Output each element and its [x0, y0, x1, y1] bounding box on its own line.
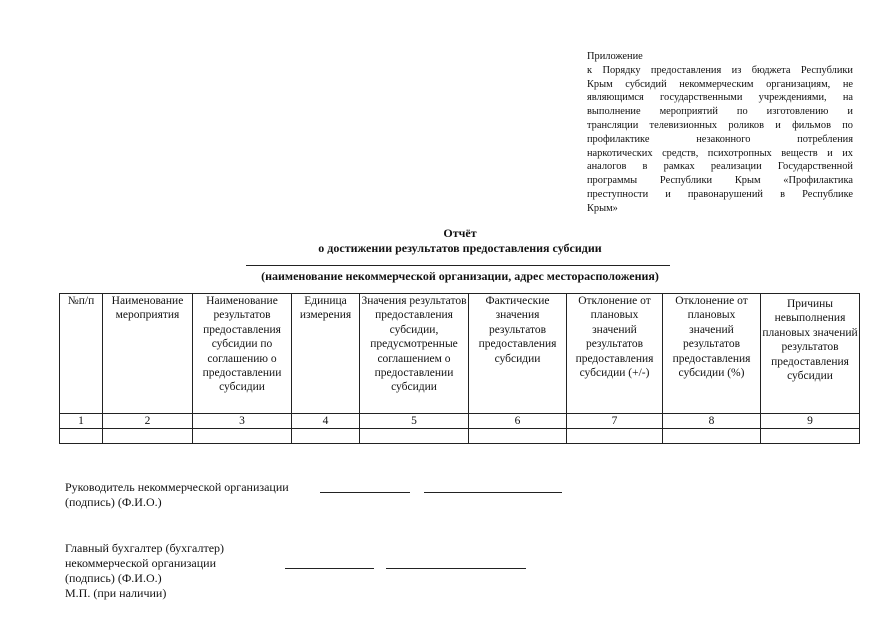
organization-fill-line	[246, 265, 670, 266]
appendix-line: аналогов в рамках реализации Государственной	[587, 161, 853, 173]
header-cell-unit: Единица измерения	[292, 294, 360, 414]
report-title: Отчёт	[443, 226, 477, 240]
table-cell-empty	[761, 429, 860, 444]
head-signature-title: Руководитель некоммерческой организации	[65, 480, 289, 494]
table-cell-empty	[103, 429, 193, 444]
appendix-line: являющимся государственными учреждениями, на	[587, 92, 853, 104]
accountant-signature-line	[285, 568, 374, 569]
appendix-line: Крым субсидий некоммерческим организациям, не	[587, 78, 853, 90]
table-row-empty	[60, 429, 860, 444]
head-signature-line	[320, 492, 410, 493]
table-cell-empty	[360, 429, 469, 444]
accountant-signature-title: Главный бухгалтер (бухгалтер)	[65, 541, 225, 555]
accountant-signature-block	[65, 541, 224, 601]
table-cell-empty	[469, 429, 567, 444]
header-cell-result-name: Наименование результатов предоставления субсидии по соглашению о предоставлении субсидии	[193, 294, 292, 414]
column-number-cell: 8	[663, 414, 761, 429]
header-cell-reasons: Причины невыполнения плановых значений результатов предоставления субсидии	[761, 294, 860, 414]
appendix-line: выполнение мероприятий по изготовлению и	[587, 106, 853, 118]
table-cell-empty	[193, 429, 292, 444]
accountant-signature-caption: (подпись) (Ф.И.О.)	[65, 571, 162, 585]
table-header-row	[60, 294, 860, 414]
column-number-cell: 3	[193, 414, 292, 429]
appendix-block	[587, 50, 853, 216]
appendix-line: профилактике незаконного потребления	[587, 133, 853, 145]
table-row-column-numbers	[60, 414, 860, 429]
table-cell-empty	[663, 429, 761, 444]
accountant-signature-title-2: некоммерческой организации	[65, 556, 217, 570]
head-name-line	[424, 492, 562, 493]
table-cell-empty	[567, 429, 663, 444]
appendix-line: Крым»	[587, 202, 618, 214]
appendix-line: преступности и правонарушений в Республике	[587, 188, 853, 200]
header-cell-deviation-pct: Отклонение от плановых значений результатов предоставления субсидии (%)	[663, 294, 761, 414]
column-number-cell: 4	[292, 414, 360, 429]
column-number-cell: 5	[360, 414, 469, 429]
column-number-cell: 6	[469, 414, 567, 429]
header-cell-event-name: Наименование мероприятия	[103, 294, 193, 414]
header-cell-deviation-abs: Отклонение от плановых значений результатов предоставления субсидии (+/-)	[567, 294, 663, 414]
stamp-note: М.П. (при наличии)	[65, 586, 167, 600]
header-cell-planned-values: Значения результатов предоставления субсидии, предусмотренные соглашением о предоставлении субсидии	[360, 294, 469, 414]
report-subtitle: о достижении результатов предоставления субсидии	[318, 241, 602, 255]
header-cell-actual-values: Фактические значения результатов предоставления субсидии	[469, 294, 567, 414]
appendix-line: к Порядку предоставления из бюджета Республики	[587, 64, 853, 76]
column-number-cell: 2	[103, 414, 193, 429]
appendix-line: трансляции телевизионных роликов и фильмов по	[587, 119, 853, 131]
header-cell-number: №п/п	[60, 294, 103, 414]
report-table	[59, 293, 860, 444]
table-cell-empty	[292, 429, 360, 444]
head-signature-block	[65, 480, 289, 510]
table-cell-empty	[60, 429, 103, 444]
column-number-cell: 7	[567, 414, 663, 429]
accountant-name-line	[386, 568, 526, 569]
appendix-line: программы Республики Крым «Профилактика	[587, 175, 853, 187]
appendix-line: Приложение	[587, 51, 643, 62]
column-number-cell: 9	[761, 414, 860, 429]
column-number-cell: 1	[60, 414, 103, 429]
organization-caption: (наименование некоммерческой организации, адрес месторасположения)	[261, 269, 659, 283]
head-signature-caption: (подпись) (Ф.И.О.)	[65, 495, 162, 509]
appendix-line: наркотических средств, психотропных веществ и их	[587, 147, 853, 159]
